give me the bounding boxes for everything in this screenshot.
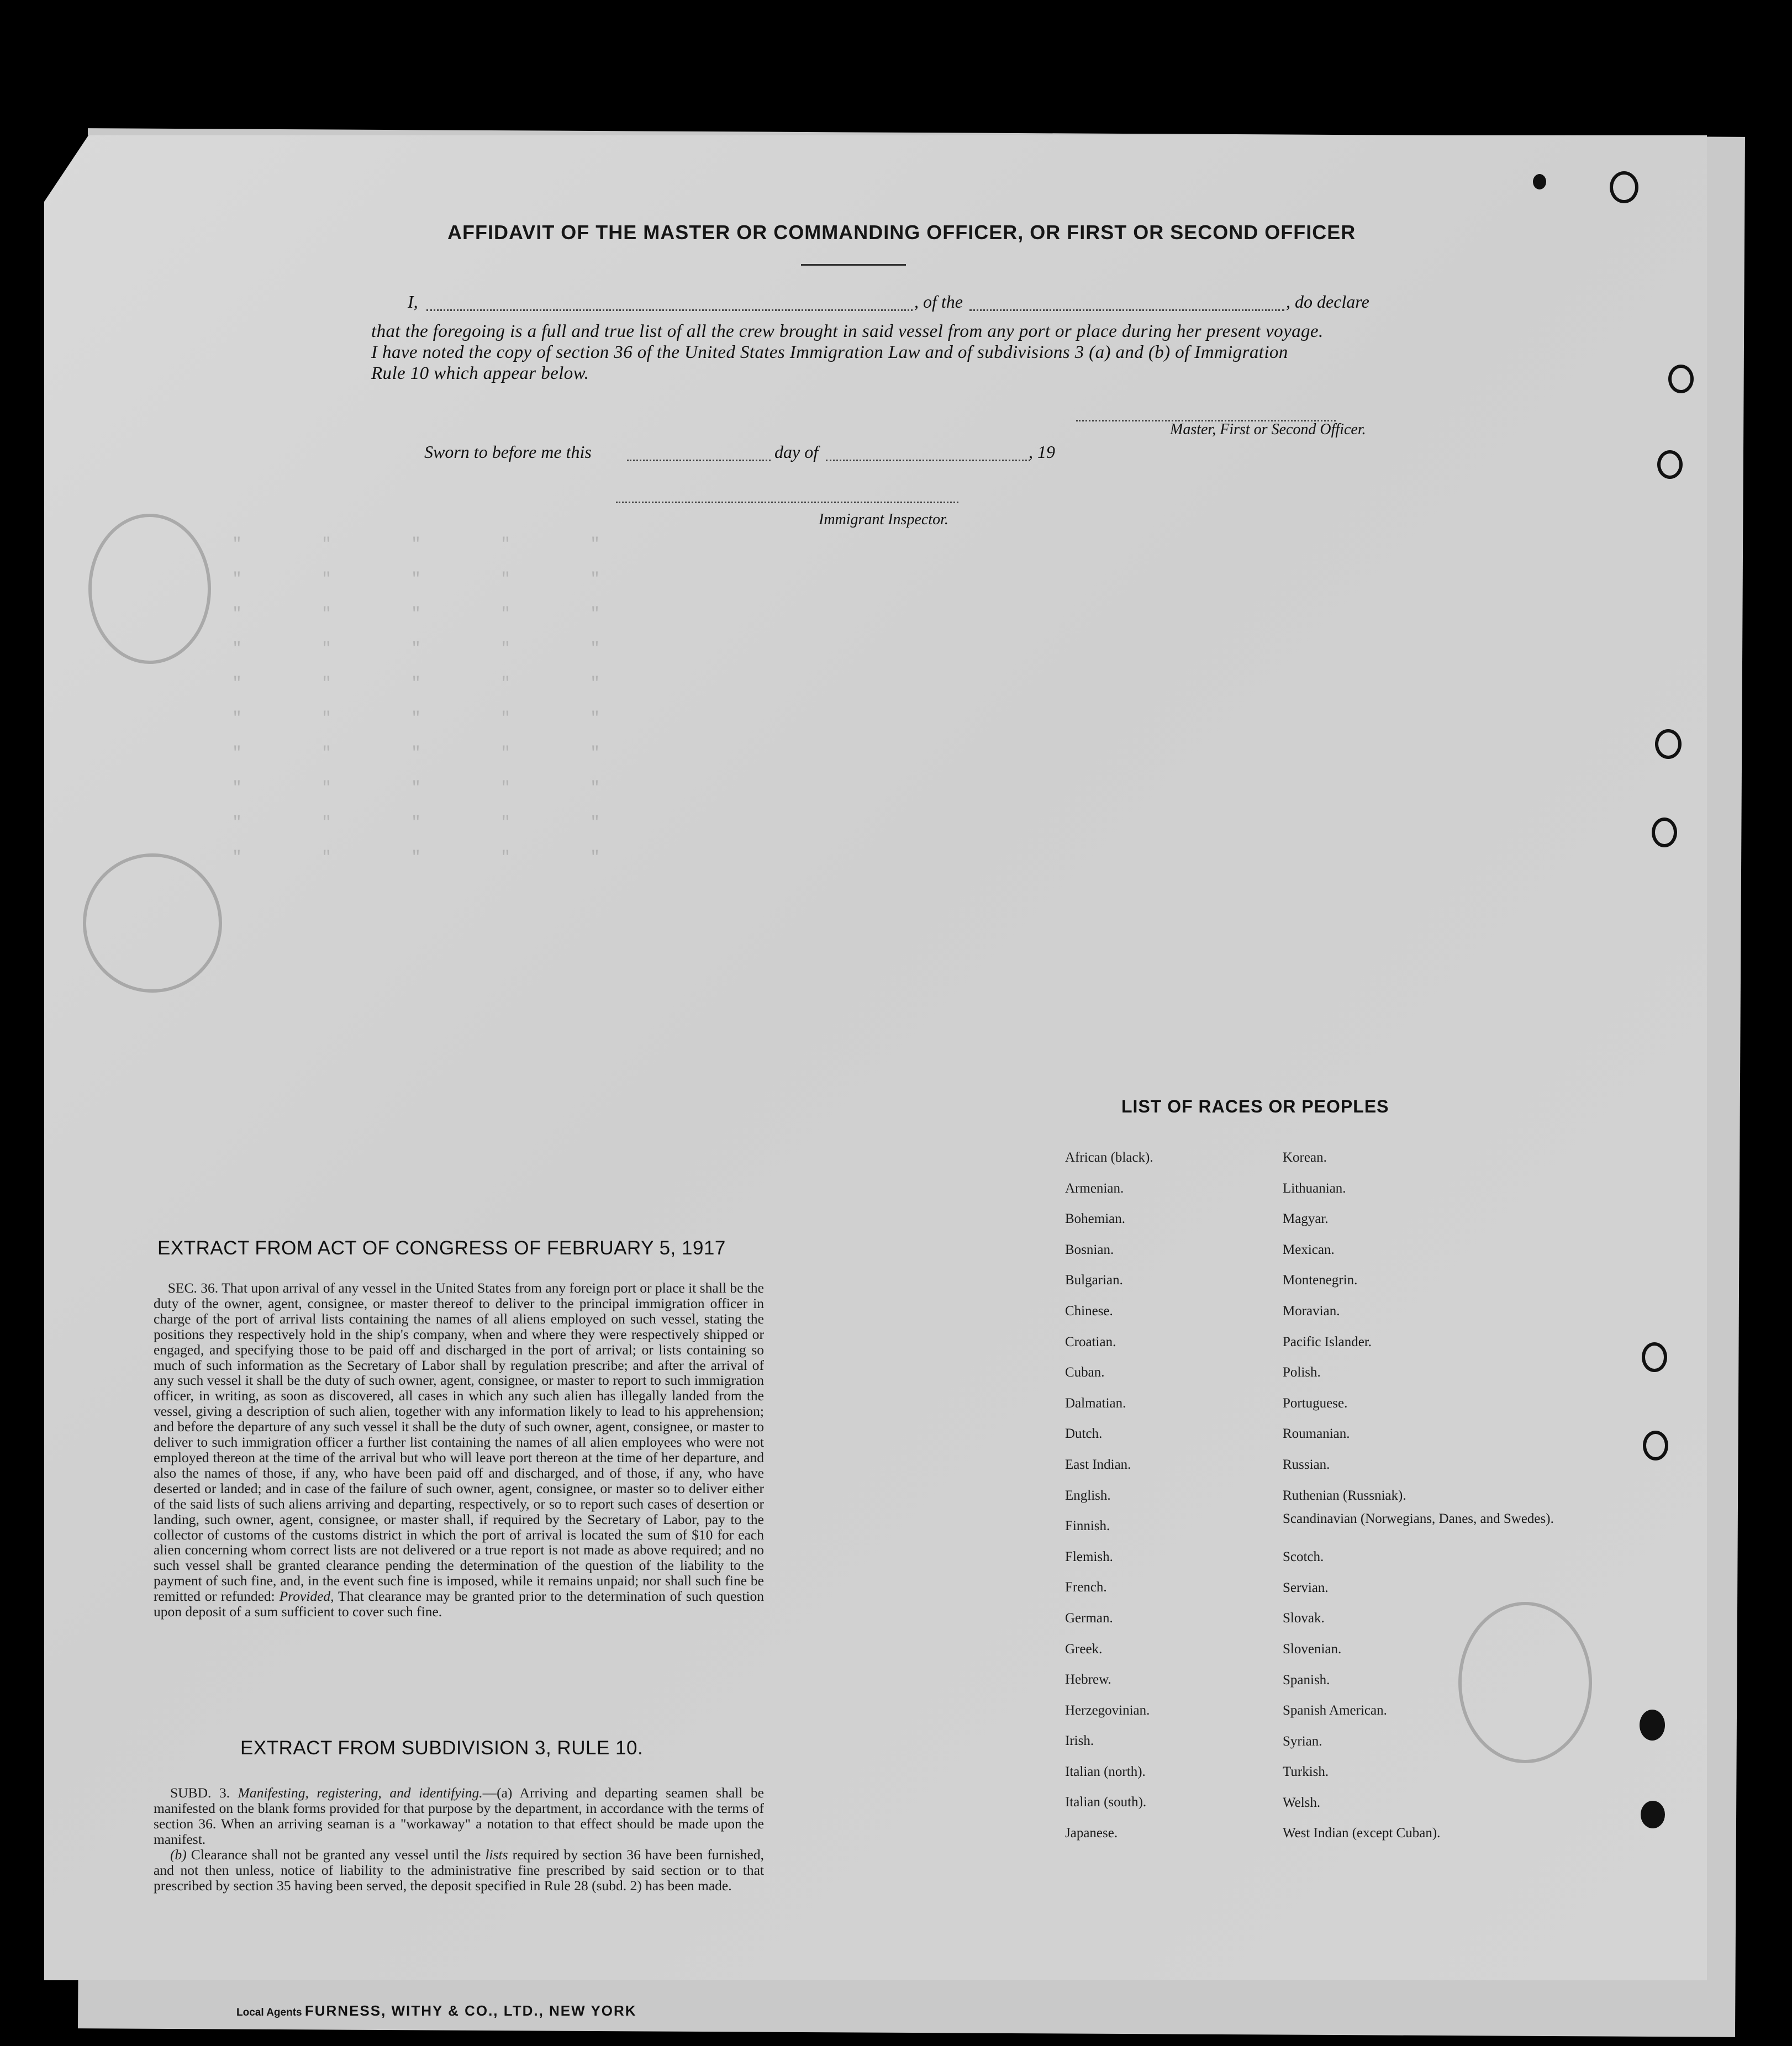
sworn-label: Sworn to before me this — [424, 442, 592, 462]
bleed-through-manifest: " " " " " " " " " " " " " " " " " " " " " " " " " " " " " " " " " " " " " " " " " " " " " " " " " " — [232, 535, 600, 867]
footer-local-agents — [236, 2002, 637, 2019]
race-item: Irish. — [1065, 1733, 1094, 1749]
master-signature-label: Master, First or Second Officer. — [1170, 421, 1366, 438]
sec-label: SEC. 36. — [167, 1280, 219, 1296]
race-item: Spanish. — [1283, 1672, 1330, 1688]
race-item: Flemish. — [1065, 1549, 1113, 1564]
title-underline — [801, 264, 906, 266]
para-a-marker: —(a) — [482, 1785, 513, 1801]
race-item: Greek. — [1065, 1641, 1103, 1657]
punch-hole — [1640, 1710, 1665, 1741]
para-b-text-2: required by section 36 have been furnished, and not then unless, notice of liability to the administrative fine prescribed by said section or to that prescribed by section 35 having been served, the deposit specified in Rule 28 (subd. 2) has been made. — [154, 1847, 764, 1894]
day-of-label: day of — [774, 442, 819, 462]
race-item: German. — [1065, 1610, 1113, 1626]
race-item: West Indian (except Cuban). — [1283, 1826, 1441, 1841]
race-item: Dutch. — [1065, 1426, 1103, 1442]
sworn-day-line[interactable] — [627, 460, 771, 461]
race-item: Cuban. — [1065, 1365, 1105, 1380]
race-item: African (black). — [1065, 1150, 1153, 1165]
para-b-text-1: Clearance shall not be granted any vessel until the — [191, 1847, 481, 1863]
affidavit-line-3: Rule 10 which appear below. — [371, 363, 589, 383]
provided-text: That clearance may be granted prior to the determination of such question upon deposit of a sum sufficient to cover such fine. — [154, 1588, 764, 1620]
officer-name-line[interactable] — [426, 309, 913, 311]
punch-hole — [1652, 818, 1677, 847]
vessel-name-line[interactable] — [969, 309, 1284, 311]
race-item: Hebrew. — [1065, 1672, 1111, 1688]
sec-text: That upon arrival of any vessel in the United States from any foreign port or place it shall be the duty of the owner, agent, consignee, or master thereof to deliver to the principal immigration officer in charge of the port of arrival lists containing the names of all aliens employed on such vessel, stating the positions they respectively hold in the ship's company, when and where they were respectively shipped or engaged, and specifying those to be paid off and discharged in the port of arrival; or lists containing so much of such information as the Secretary of Labor shall by regulation prescribe; and after the arrival of any such vessel it shall be the duty of such owner, agent, consignee, or master to report to such immigration officer, in writing, as soon as discovered, all cases in which any such alien has illegally landed from the vessel, giving a description of such alien, together with any information likely to lead to his apprehension; and before the departure of any such vessel it shall be the duty of such owner, agent, consignee, or master to deliver to such immigration officer a further list containing the names of all alien employees who were not employed thereon at the time of the arrival but who will leave port thereon at the time of her departure, and also the names of those, if any, who have been paid off and discharged, and of those, if any, who have deserted or landed; and in case of the failure of such owner, agent, consignee, or master so to deliver either of the said lists of such aliens arriving and departing, respectively, or so to report such cases of desertion or landing, such owner, agent, consignee, or master shall, if required by the Secretary of Labor, pay to the collector of customs of the customs district in which the port of arrival is located the sum of $10 for each alien concerning whom correct lists are not delivered or a true report is not made as above required; and no such vessel shall be granted clearance pending the determination of the question of the liability to the payment of such fine, and, in the event such fine is imposed, while it remains unpaid; nor shall such fine be remitted or refunded: — [154, 1280, 764, 1605]
race-item: Servian. — [1283, 1580, 1329, 1595]
race-item: Italian (north). — [1065, 1764, 1146, 1779]
act-title: EXTRACT FROM ACT OF CONGRESS OF FEBRUARY 5, 1917 — [157, 1237, 726, 1259]
race-item: Welsh. — [1283, 1795, 1321, 1810]
race-item: Bohemian. — [1065, 1211, 1126, 1227]
race-item: Moravian. — [1283, 1303, 1340, 1319]
rule-title: EXTRACT FROM SUBDIVISION 3, RULE 10. — [240, 1737, 644, 1759]
race-item: Lithuanian. — [1283, 1180, 1346, 1196]
race-item: Pacific Islander. — [1283, 1334, 1372, 1349]
race-item: Slovenian. — [1283, 1641, 1342, 1657]
rule-subdivision-3 — [154, 1785, 764, 1894]
races-right-column — [1283, 1142, 1554, 1849]
affidavit-of-the-label: , of the — [914, 292, 963, 312]
race-item: Mexican. — [1283, 1242, 1335, 1257]
race-item: Russian. — [1283, 1457, 1330, 1472]
race-item: East Indian. — [1065, 1457, 1131, 1472]
subd-heading: Manifesting, registering, and identifying. — [238, 1785, 483, 1801]
race-item: Bosnian. — [1065, 1242, 1114, 1257]
sworn-month-line[interactable] — [826, 460, 1030, 461]
punch-hole — [1642, 1342, 1667, 1372]
race-item: Roumanian. — [1283, 1426, 1350, 1442]
race-item: English. — [1065, 1488, 1111, 1503]
inspector-signature-line[interactable] — [616, 502, 958, 503]
bleed-stamp-circle — [83, 853, 222, 993]
race-item: Scandinavian (Norwegians, Danes, and Swedes). — [1283, 1511, 1554, 1527]
race-item: Scotch. — [1283, 1549, 1324, 1565]
race-item: Slovak. — [1283, 1611, 1325, 1626]
affidavit-i-label: I, — [408, 292, 418, 312]
para-b-lists: lists — [485, 1847, 508, 1863]
bleed-stamp-circle — [88, 514, 211, 664]
race-item: Croatian. — [1065, 1334, 1116, 1349]
affidavit-line-1: that the foregoing is a full and true list of all the crew brought in said vessel from any port or place during her present voyage. — [371, 321, 1324, 341]
race-item: Syrian. — [1283, 1733, 1322, 1749]
agents-name: FURNESS, WITHY & CO., LTD., NEW YORK — [304, 2002, 637, 2019]
race-item: Montenegrin. — [1283, 1273, 1358, 1288]
torn-corner — [44, 135, 88, 202]
bleed-stamp-circle — [1458, 1602, 1592, 1763]
punch-hole — [1533, 174, 1546, 189]
act-section-36 — [154, 1280, 764, 1620]
affidavit-title: AFFIDAVIT OF THE MASTER OR COMMANDING OFFICER, OR FIRST OR SECOND OFFICER — [447, 221, 1356, 244]
race-item: French. — [1065, 1580, 1107, 1595]
race-item: Ruthenian (Russniak). — [1283, 1488, 1406, 1503]
agents-label: Local Agents — [236, 2007, 302, 2018]
punch-hole — [1655, 729, 1682, 759]
affidavit-do-declare: , do declare — [1286, 292, 1369, 312]
para-b-marker: (b) — [170, 1847, 187, 1863]
year-label: , 19 — [1029, 442, 1055, 462]
provided-label: Provided, — [279, 1588, 334, 1605]
race-item: Polish. — [1283, 1365, 1321, 1380]
affidavit-line-2: I have noted the copy of section 36 of the United States Immigration Law and of subdivisions 3 (a) and (b) of Immigration — [371, 342, 1288, 362]
race-item: Portuguese. — [1283, 1395, 1348, 1411]
punch-hole — [1641, 1801, 1665, 1828]
inspector-label: Immigrant Inspector. — [819, 511, 948, 528]
race-item: Dalmatian. — [1065, 1395, 1126, 1411]
races-left-column — [1065, 1142, 1153, 1849]
punch-hole — [1657, 450, 1683, 479]
punch-hole — [1643, 1431, 1668, 1460]
race-item: Spanish American. — [1283, 1703, 1387, 1718]
race-item: Chinese. — [1065, 1303, 1113, 1319]
race-item: Japanese. — [1065, 1826, 1118, 1841]
race-item: Magyar. — [1283, 1211, 1329, 1227]
race-item: Korean. — [1283, 1150, 1327, 1165]
race-item: Turkish. — [1283, 1764, 1329, 1780]
race-item: Armenian. — [1065, 1180, 1124, 1196]
race-item: Italian (south). — [1065, 1795, 1147, 1810]
subd-label: SUBD. 3. — [170, 1785, 230, 1801]
race-item: Finnish. — [1065, 1518, 1110, 1534]
punch-hole — [1668, 365, 1694, 393]
para-a-text: Arriving and departing seamen shall be manifested on the blank forms provided for that purpose by the department, in accordance with the terms of section 36. When an arriving seaman is a "workaway" a notation to that effect should be made upon the manifest. — [154, 1785, 764, 1847]
race-item: Bulgarian. — [1065, 1273, 1123, 1288]
punch-hole — [1610, 171, 1638, 203]
race-item: Herzegovinian. — [1065, 1702, 1150, 1718]
races-title: LIST OF RACES OR PEOPLES — [1121, 1096, 1389, 1116]
